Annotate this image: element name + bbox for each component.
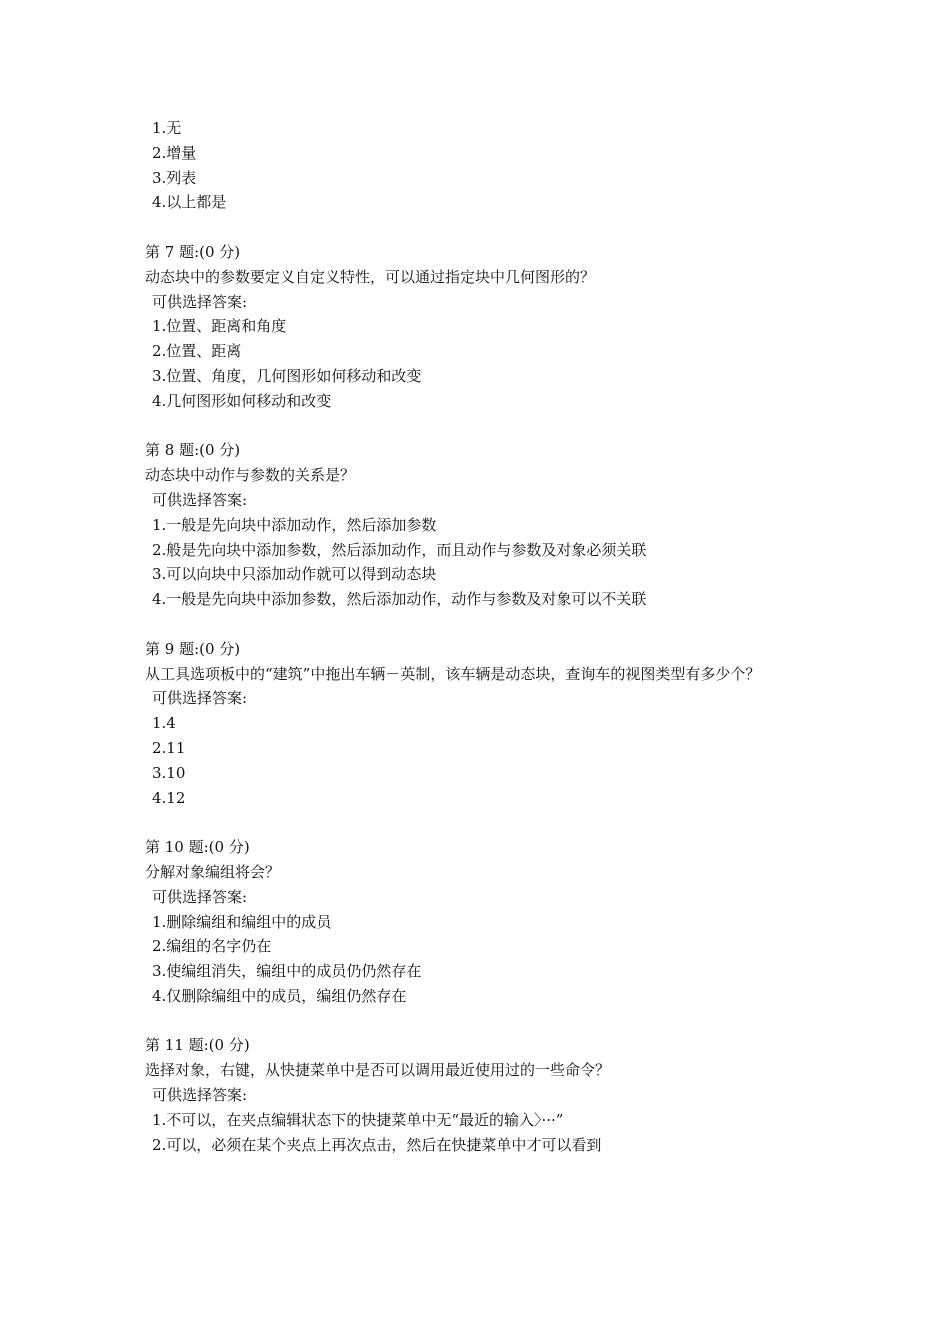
option-item: 2.位置、距离 — [152, 342, 242, 361]
answer-label: 可供选择答案: — [152, 689, 248, 708]
option-item: 4.12 — [152, 788, 186, 807]
option-item: 2.般是先向块中添加参数，然后添加动作，而且动作与参数及对象必须关联 — [152, 540, 647, 559]
question-7 — [145, 240, 825, 414]
option-item: 4.一般是先向块中添加参数，然后添加动作，动作与参数及对象可以不关联 — [152, 590, 647, 609]
option-item: 2.编组的名字仍在 — [152, 937, 272, 956]
spacer — [145, 612, 825, 637]
option-item: 3.使编组消失，编组中的成员仍仍然存在 — [152, 962, 422, 981]
spacer — [145, 1009, 825, 1034]
question-8 — [145, 438, 825, 612]
question-text: 动态块中的参数要定义自定义特性，可以通过指定块中几何图形的？ — [145, 267, 596, 286]
prev-question-options — [145, 116, 825, 215]
option-item: 2.可以，必须在某个夹点上再次点击，然后在快捷菜单中才可以看到 — [152, 1135, 602, 1154]
question-header: 第 11 题:(0 分) — [145, 1036, 250, 1055]
option-item: 1.一般是先向块中添加动作，然后添加参数 — [152, 515, 437, 534]
option-item: 4.仅删除编组中的成员，编组仍然存在 — [152, 986, 407, 1005]
option-item: 2.11 — [152, 738, 186, 757]
option-item: 1.不可以，在夹点编辑状态下的快捷菜单中无“最近的输入〉···” — [152, 1110, 564, 1129]
question-header: 第 10 题:(0 分) — [145, 838, 250, 857]
option-item: 1.无 — [152, 119, 182, 137]
option-item: 3.列表 — [152, 168, 197, 187]
spacer — [145, 215, 825, 240]
option-item: 1.位置、距离和角度 — [152, 317, 287, 336]
question-header: 第 9 题:(0 分) — [145, 639, 241, 658]
option-item: 3.可以向块中只添加动作就可以得到动态块 — [152, 565, 437, 584]
answer-label: 可供选择答案: — [152, 1086, 248, 1105]
option-item: 1.删除编组和编组中的成员 — [152, 912, 332, 931]
question-9 — [145, 637, 825, 811]
question-11 — [145, 1033, 825, 1157]
question-10 — [145, 835, 825, 1009]
option-item: 3.10 — [152, 763, 186, 782]
answer-label: 可供选择答案: — [152, 292, 248, 311]
question-text: 分解对象编组将会？ — [145, 862, 281, 881]
option-item: 4.几何图形如何移动和改变 — [152, 391, 332, 410]
answer-label: 可供选择答案: — [152, 887, 248, 906]
question-header: 第 8 题:(0 分) — [145, 441, 241, 460]
option-item: 2.增量 — [152, 143, 197, 162]
question-text: 动态块中动作与参数的关系是？ — [145, 466, 356, 485]
spacer — [145, 810, 825, 835]
question-text: 从工具选项板中的“建筑”中拖出车辆－英制，该车辆是动态块，查询车的视图类型有多少个？ — [145, 664, 761, 683]
question-text: 选择对象，右键，从快捷菜单中是否可以调用最近使用过的一些命令？ — [145, 1061, 611, 1080]
question-header: 第 7 题:(0 分) — [145, 242, 241, 261]
option-item: 1.4 — [152, 714, 176, 733]
spacer — [145, 414, 825, 439]
document-page — [145, 116, 825, 1157]
option-item: 4.以上都是 — [152, 193, 227, 212]
answer-label: 可供选择答案: — [152, 490, 248, 509]
option-item: 3.位置、角度，几何图形如何移动和改变 — [152, 366, 422, 385]
